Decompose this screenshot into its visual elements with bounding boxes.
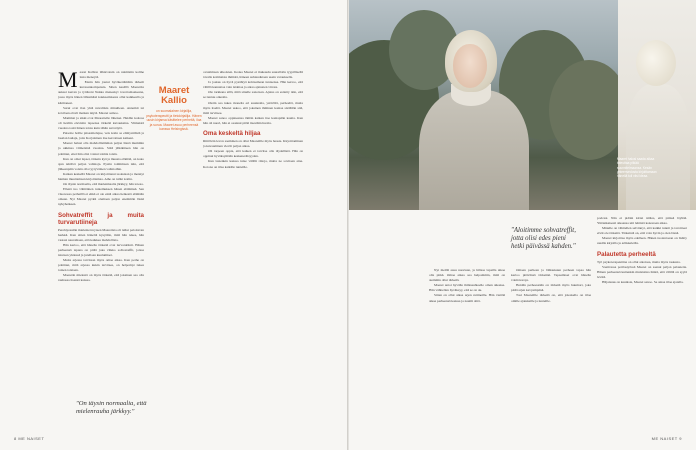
portrait-photo xyxy=(349,0,696,210)
paragraph: Tosi Maaretille tärkeää on, että jokaisella on tilaa omille ajatuksille ja tunteille. xyxy=(511,293,591,303)
paragraph: ovaatimaan ulkoisten. Koska Maaret ei mukaudu suurellalla tyypillisellä tavalla kotimaisia ihmisiä, häneen suhtaudutaan usein varauksella. xyxy=(203,70,303,80)
paragraph: Oletin saa tukea monelta eri suunnalta, ystäviltä, perheeltä, mutta myös itseltä. Maaret uskoo, että jokainen ihminen kantaa sisällään sitä, mitä tarvitsee. xyxy=(203,100,303,115)
paragraph: Ennin hän joutui hyväkertämään tärkeät kuvasankompansia. Sitten kesällä Maarettia aukasi kerran ja tyttäreni Nekka meneekyt tovertomaakeana, jossa myös hänen lähtemäsä kokkaamisesta ollut kaikkealla ja kärmaneet. xyxy=(58,80,144,105)
face-shape xyxy=(453,44,487,88)
woman-figure xyxy=(409,22,559,210)
paragraph: Sitten on ollut aikaa arjen rutiineille. Hän viettää aikaa perheensä kanssa ja nauttii siitä. xyxy=(429,293,505,303)
tree-shape xyxy=(549,60,629,160)
paragraph: Ole tarkkana sillä, mitä sinulle sanotaan. Ajatus on esitetty niin, että se tuntuu oikealta. xyxy=(203,90,303,100)
right-page xyxy=(349,0,696,450)
paragraph: Omaan perheen ja lähisukuun perheen tapaa hän kertoo pitävänsä tärkeänä. Tapaamiset ovat hänelle voimavaroja. xyxy=(511,268,591,283)
paragraph: Maaret kirjoittaa myös edelleen. Hänen tuotantoaan on lisätty uusilla kirjoilla ja artikkeleilla. xyxy=(597,236,687,246)
paragraph: Kaiken keskellä Maaret on kirjoittanut teoksiaan ja mennyt hieman muuttamaan kirjoittamaa. Aihe on tullut kotiin. xyxy=(58,171,144,181)
right-column-1 xyxy=(429,268,505,438)
pull-quote: "Aloitimme sohvatreffit, jotta olisi edes pieni hetki päivässä kahden." xyxy=(511,227,576,251)
paragraph: Nyt meillä asuu nuoriaan, ja hilissa lapsilla aikaa olla pitkä. Omaa aikaa saa helpommin, mitä on aiemmin ollut tärkeää. xyxy=(429,268,505,283)
paragraph: Riittävän levon saaminen on ollut Maaretille myös haaste. Kirjoittaminen ja kuvaaminen vievät paljon aikaa. xyxy=(203,139,303,149)
paragraph: Vaativassa potilastyössä Maaret on saanut paljon palautetta. Hänen perheensä kuitenkin muistuttaa häntä, että välillä on syytä levätä. xyxy=(597,264,687,279)
paragraph: Heidän perheessään on tärkeää myös huumori, joka pitää arjen kevyempänä. xyxy=(511,283,591,293)
left-column-2 xyxy=(203,70,303,415)
hair-shape xyxy=(636,40,676,86)
paragraph: On täysin normaalia, että mielenmaalia järkkyy, hän toteaa. xyxy=(63,182,144,187)
section-heading: Palautetta perheeltä xyxy=(597,250,656,258)
left-column-1 xyxy=(58,70,144,400)
paragraph: Paisoite hollie pitsasittelujae, veis kotin sa elimysäilistä ja lasalan laulaja, joita Korjalainen itse kerrottuen kaikeut. xyxy=(58,131,144,141)
page-folio-right: ME NAISET 9 xyxy=(651,436,682,441)
paragraph: Kun lastenkin kanssa tulee välillä riitoja, mutta ne sovitaan aina. Kotona on tilaa kaikille tunteille. xyxy=(203,159,303,169)
page-folio-left: 8 ME NAISET xyxy=(14,436,45,441)
paragraph: Hiljaisuus on kaunista, Maaret sanoo. Se antaa tilaa ajatella. xyxy=(602,279,684,284)
paragraph: Ja joskus on hyvä pysähtyä kohtaamaan tunteensa. Hän kertoo, että välillä kannattaa vain istahtaa ja antaa ajatusten virrata. xyxy=(203,80,303,90)
right-column-2 xyxy=(511,268,591,438)
author-byline xyxy=(146,86,202,132)
photo-caption: Maaret halusi saada aikaa toteuttaa pitkää suunnitelmaansa. Kesän yhteenvedosta kirjoittamaan hänellä tuli viisi ideaa. xyxy=(617,157,657,179)
paragraph: Kun on omat lapset, tärkein kyä ja muusta elämää, on koko ajan tehtävä paljon valintoja. Pystin toimimaan niin, että jälkeenpäin voisin olla tyytyväinen valintoihin. xyxy=(58,156,144,171)
body-shape xyxy=(626,84,690,210)
paragraph: Mutta arjessa tarvitaan myös omaa aikaa. Kun perhe on pohtinut, mitä arjessa kukin tarvitsee, on helpompi tukea toinen toisiaan. xyxy=(58,258,144,273)
paragraph: Ellenä tuo vähitäinen tuntemuksen hänen elämänsä. Sen viuonossa perheillä ei ehkä ei ole enää aikaa hetkestä elämään omaan. Nyt Maaret pyrkii olemaan paljon enemmän läsnä nykyhetkeen. xyxy=(58,187,144,207)
left-page xyxy=(0,0,347,450)
paragraph: Minulle on vähitellen selvinnyt, että kaikki tunnit ja tavoitteet eivät ole tärkeitä. Tärkeintä on, että voin hyvin ja olen läsnä. xyxy=(597,226,687,236)
section-heading: Sohvatreffit ja muita turvarutiineja xyxy=(58,211,144,226)
paragraph: Maaret antoi hyvälle ihmissuhteelle oman aikansa. Hän vähitellen hyväksyy, että se on ok. xyxy=(429,283,505,293)
pull-quote: "On täysin normaalia, että mielenrauha järkkyy." xyxy=(76,400,147,415)
right-column-3 xyxy=(597,216,687,438)
author-name: Maaret Kallio xyxy=(158,85,190,106)
paragraph: aaret Kallion lähiavaisin on naimisiin kolme lasta meneytä. xyxy=(79,70,144,80)
coat-shape xyxy=(419,90,529,210)
paragraph: Maaret sanoo oppineensa tämän kaiken itse kantapään kautta. Kun hän oli nuori, hän ei osannut pitää itsestään huolta. xyxy=(203,115,303,125)
paragraph: Oli tarpeen oppia, että kaiken ei tarvitse olla täydellistä. Hän on oppinut hyväksymään keskeneräisyyden. xyxy=(203,149,303,159)
paragraph: Perehtyessään mielenterveyteen Maaretista oli tullut pelottavan herkkä. Kun sitten häneltä kysyttiin, mitä hän tekee, hän vastasi naurahtaen, että kaikkea mahdollista. xyxy=(58,227,144,242)
paragraph: Työ psykoterapeuttina on ollut antoisaa, mutta myös raskasta. xyxy=(597,259,681,264)
author-description: on suomalainen kirjailija, psykoterapeutti ja tietokirjailija. Hänen uusin kirjansa käsittelee perheitä, iloa ja surua. Maaret asuu perheensä kanssa Helsingissä. xyxy=(146,109,202,132)
paragraph: Mammat ja sikki ovat Maarettelle läheiset. Heidän koitosa oli heidän elevisiin lapsensa tärkeää kuvauksina. Viimeistä vuosina tosiä hänen toisia kuin tähän asti näytä. xyxy=(58,115,144,131)
dropcap: M xyxy=(58,70,78,92)
paragraph: Maaret halusi olla mahdollisimman paljon läsnä mummin ja ukkinsa viimeisinä vuosina. Siitä jälkikäteen hän on pohtinut, ettei hän olisi voinut toimia toisin. xyxy=(58,141,144,156)
paragraph: Surut ovat ilan yhtä nuvaliisia minulleen. Annamti tai kovilaan elveli matkan näytä. Maaret samoo. xyxy=(58,105,144,115)
paragraph: podcast. Nän ei pidäni kirtei niiltes, että päinsä löyhää. Yhtäaikaisesti aikaansa uiti lehtistä kokonaan aikaa. xyxy=(597,216,687,226)
second-portrait-photo xyxy=(618,0,696,210)
paragraph: Maaretin mielestä on myös tärkeää, että jokainen saa olla rauhassa itsensä kanssa. xyxy=(58,273,144,283)
paragraph: Hän kertoo, että hänelle tärkeää ovat turvarutiinit. Hänen perheensä tapana on pitää joka viikko sohvatreffit, joissa istutaan yhdessä ja jutellaan kuulumiset. xyxy=(58,242,144,257)
section-heading: Oma keskeltä hiljaa xyxy=(203,130,261,138)
